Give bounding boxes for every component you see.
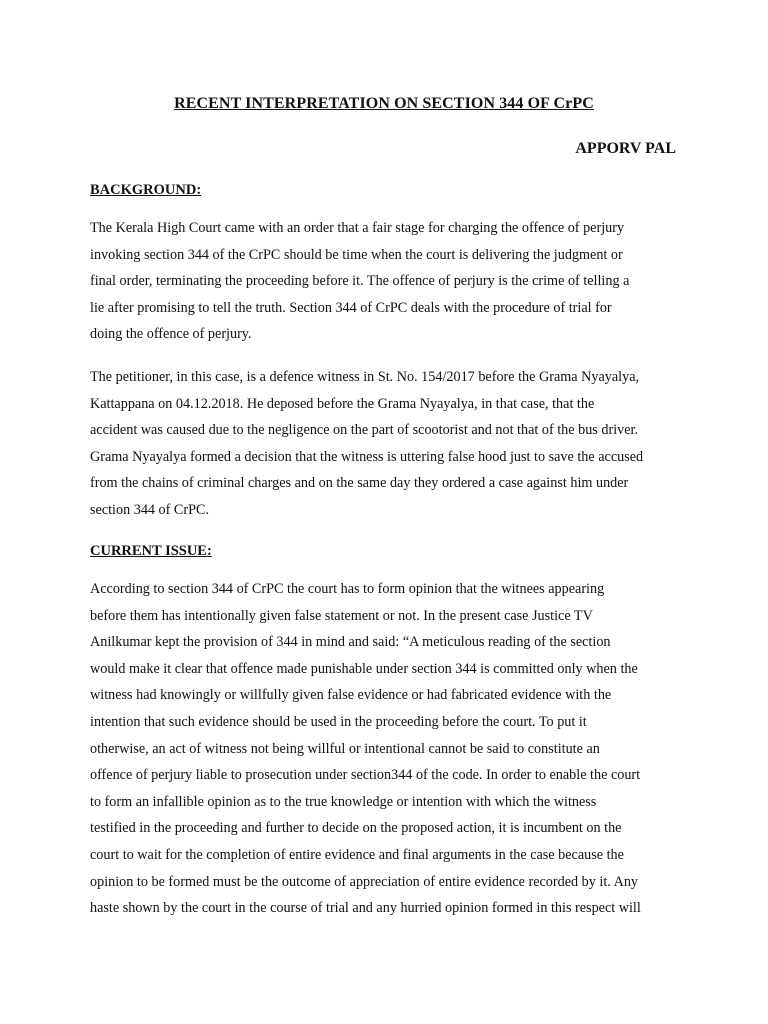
author-name: APPORV PAL [575,140,676,157]
section-heading-current-issue: CURRENT ISSUE: [90,543,212,559]
text-line: haste shown by the court in the course of trial and any hurried opinion formed in this respect will [90,900,641,917]
text-line: Grama Nyayalya formed a decision that the witness is uttering false hood just to save the accused [90,448,644,465]
text-line: final order, terminating the proceeding before it. The offence of perjury is the crime of telling a [90,273,630,290]
text-line: Kattappana on 04.12.2018. He deposed before the Grama Nyayalya, in that case, that the [90,395,595,412]
text-line: doing the offence of perjury. [90,326,252,343]
text-line: court to wait for the completion of entire evidence and final arguments in the case because the [90,846,624,863]
text-line: intention that such evidence should be used in the proceeding before the court. To put it [90,713,587,730]
text-line: accident was caused due to the negligence on the part of scootorist and not that of the bus driver. [90,422,639,439]
text-line: from the chains of criminal charges and on the same day they ordered a case against him under [90,475,629,492]
document-title: RECENT INTERPRETATION ON SECTION 344 OF CrPC [174,95,594,112]
text-line: lie after promising to tell the truth. Section 344 of CrPC deals with the procedure of trial for [90,299,612,316]
section-heading-background: BACKGROUND: [90,182,202,198]
text-line: Anilkumar kept the provision of 344 in mind and said: “A meticulous reading of the section [90,634,611,651]
text-line: witness had knowingly or willfully given false evidence or had fabricated evidence with the [90,687,612,704]
text-line: According to section 344 of CrPC the court has to form opinion that the witnees appearing [90,581,605,597]
text-line: before them has intentionally given false statement or not. In the present case Justice TV [90,607,593,624]
paragraph-background-2 [90,364,680,524]
text-line: testified in the proceeding and further to decide on the proposed action, it is incumbent on the [90,820,622,837]
text-line: opinion to be formed must be the outcome of appreciation of entire evidence recorded by it. Any [90,873,639,890]
text-line: The petitioner, in this case, is a defence witness in St. No. 154/2017 before the Grama Nyayalya, [90,369,640,385]
text-line: would make it clear that offence made punishable under section 344 is committed only when the [90,660,638,677]
text-line: The Kerala High Court came with an order that a fair stage for charging the offence of perjury [90,220,625,236]
paragraph-current-issue [90,576,680,922]
text-line: section 344 of CrPC. [90,501,210,518]
text-line: invoking section 344 of the CrPC should be time when the court is delivering the judgment or [90,246,623,263]
text-line: offence of perjury liable to prosecution under section344 of the code. In order to enable the court [90,767,641,784]
paragraph-background-1 [90,215,680,348]
text-line: otherwise, an act of witness not being willful or intentional cannot be said to constitute an [90,740,600,757]
text-line: to form an infallible opinion as to the true knowledge or intention with which the witness [90,793,597,810]
